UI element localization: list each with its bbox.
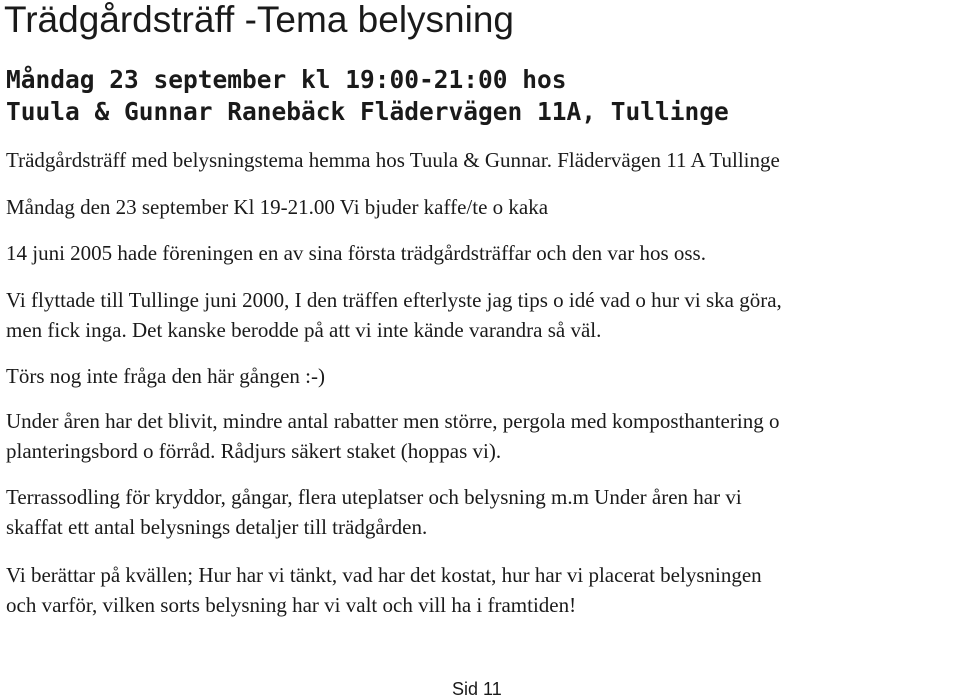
paragraph-line: Vi berättar på kvällen; Hur har vi tänkt, vad har det kostat, hur har vi placerat belysningen xyxy=(6,563,762,587)
paragraph-history xyxy=(6,238,958,268)
paragraph-line: Terrassodling för kryddor, gångar, flera uteplatser och belysning m.m Under åren har vi xyxy=(6,485,742,509)
paragraph-evening xyxy=(6,560,958,620)
paragraph-line: skaffat ett antal belysnings detaljer till trädgården. xyxy=(6,515,428,539)
paragraph-line: Trädgårdsträff med belysningstema hemma hos Tuula & Gunnar. Flädervägen 11 A Tullinge xyxy=(6,148,780,172)
paragraph-joke xyxy=(6,361,958,391)
paragraph-changes xyxy=(6,406,958,466)
paragraph-line: planteringsbord o förråd. Rådjurs säkert staket (hoppas vi). xyxy=(6,439,502,463)
paragraph-move xyxy=(6,285,958,345)
page-title: Trädgårdsträff -Tema belysning xyxy=(4,0,515,40)
paragraph-line: 14 juni 2005 hade föreningen en av sina första trädgårdsträffar och den var hos oss. xyxy=(6,241,706,265)
paragraph-intro xyxy=(6,145,958,175)
paragraph-time xyxy=(6,192,958,222)
paragraph-line: Törs nog inte fråga den här gången :-) xyxy=(6,364,325,388)
page-number: Sid 11 xyxy=(452,679,502,699)
paragraph-line: Under åren har det blivit, mindre antal rabatter men större, pergola med komposthantering o xyxy=(6,409,780,433)
paragraph-terrace xyxy=(6,482,958,542)
paragraph-line: och varför, vilken sorts belysning har vi valt och vill ha i framtiden! xyxy=(6,593,577,617)
paragraph-line: men fick inga. Det kanske berodde på att vi inte kände varandra så väl. xyxy=(6,318,602,342)
event-location-heading: Tuula & Gunnar Ranebäck Flädervägen 11A, Tullinge xyxy=(6,97,729,126)
event-date-heading: Måndag 23 september kl 19:00-21:00 hos xyxy=(6,65,567,94)
paragraph-line: Måndag den 23 september Kl 19-21.00 Vi bjuder kaffe/te o kaka xyxy=(6,195,549,219)
paragraph-line: Vi flyttade till Tullinge juni 2000, I den träffen efterlyste jag tips o idé vad o hur vi ska göra, xyxy=(6,288,782,312)
